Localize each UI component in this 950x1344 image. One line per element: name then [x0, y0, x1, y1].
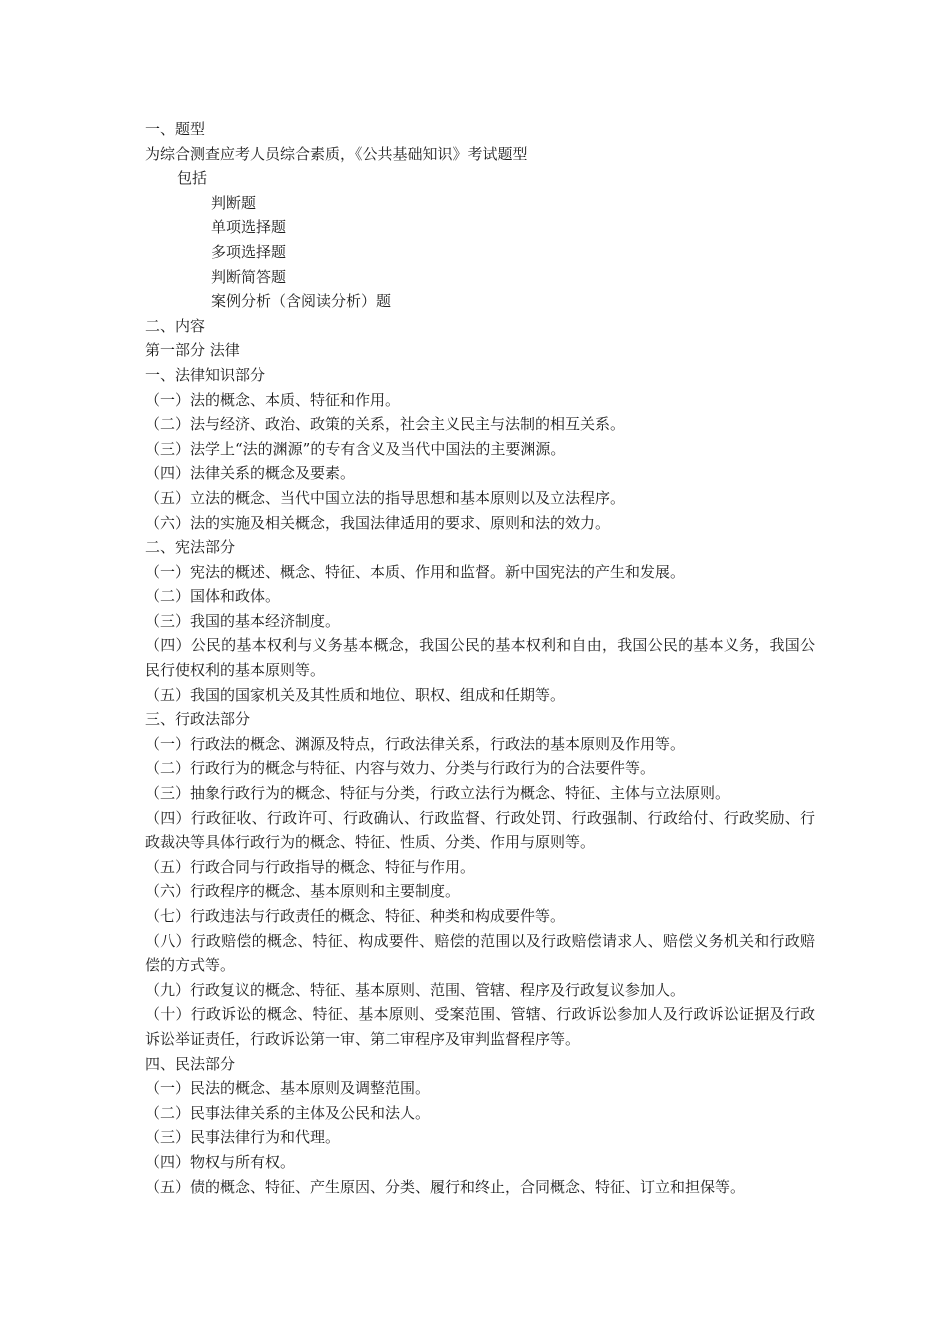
section-item: （二）民事法律关系的主体及公民和法人。	[145, 1103, 431, 1122]
section-item: （一）法的概念、本质、特征和作用。	[145, 390, 401, 409]
section-item: （三）我国的基本经济制度。	[145, 611, 341, 630]
question-type-item: 多项选择题	[211, 242, 287, 261]
section-item: （一）行政法的概念、渊源及特点，行政法律关系，行政法的基本原则及作用等。	[145, 734, 686, 753]
exam-type-includes: 包括	[177, 169, 208, 188]
section-item: （五）我国的国家机关及其性质和地位、职权、组成和任期等。	[145, 685, 566, 704]
section-item: （一）民法的概念、基本原则及调整范围。	[145, 1079, 431, 1098]
section-item: （四）物权与所有权。	[145, 1152, 296, 1171]
section-title: 二、宪法部分	[145, 538, 236, 557]
question-type-item: 判断题	[211, 193, 257, 212]
section-item: （二）国体和政体。	[145, 587, 281, 606]
section-title: 一、法律知识部分	[145, 365, 266, 384]
question-type-list	[145, 191, 815, 314]
question-type-item: 案例分析（含阅读分析）题	[211, 292, 392, 311]
question-type-item: 判断简答题	[211, 267, 287, 286]
section-title: 三、行政法部分	[145, 710, 251, 729]
section-item: （三）民事法律行为和代理。	[145, 1128, 341, 1147]
section-item: （二）行政行为的概念与特征、内容与效力、分类与行政行为的合法要件等。	[145, 759, 656, 778]
section-item: （九）行政复议的概念、特征、基本原则、范围、管辖、程序及行政复议参加人。	[145, 980, 686, 999]
section-item: （五）行政合同与行政指导的概念、特征与作用。	[145, 857, 476, 876]
exam-type-heading: 一、题型	[145, 120, 206, 138]
section-civil-law	[145, 1052, 815, 1200]
section-item: （五）债的概念、特征、产生原因、分类、履行和终止，合同概念、特征、订立和担保等。	[145, 1177, 746, 1196]
section-item: （三）法学上“法的渊源”的专有含义及当代中国法的主要渊源。	[145, 439, 566, 458]
section-item: （五）立法的概念、当代中国立法的指导思想和基本原则以及立法程序。	[145, 488, 626, 507]
document-page	[145, 117, 815, 1199]
content-heading: 二、内容	[145, 316, 206, 335]
part-title: 第一部分 法律	[145, 341, 240, 360]
section-item: （三）抽象行政行为的概念、特征与分类，行政立法行为概念、特征、主体与立法原则。	[145, 784, 731, 803]
section-item: （四）行政征收、行政许可、行政确认、行政监督、行政处罚、行政强制、行政给付、行政奖励、行政裁决等具体行政行为的概念、特征、性质、分类、作用与原则等。	[145, 808, 815, 852]
section-item: （七）行政违法与行政责任的概念、特征、种类和构成要件等。	[145, 907, 566, 925]
question-type-item: 单项选择题	[211, 218, 287, 237]
section-law-knowledge	[145, 363, 815, 535]
section-item: （十）行政诉讼的概念、特征、基本原则、受案范围、管辖、行政诉讼参加人及行政诉讼证据及行政诉讼举证责任，行政诉讼第一审、第二审程序及审判监督程序等。	[145, 1005, 815, 1048]
section-administrative-law	[145, 707, 815, 1051]
section-item: （四）公民的基本权利与义务基本概念，我国公民的基本权利和自由，我国公民的基本义务，我国公民行使权利的基本原则等。	[145, 636, 815, 680]
section-item: （四）法律关系的概念及要素。	[145, 464, 356, 483]
section-item: （六）行政程序的概念、基本原则和主要制度。	[145, 882, 461, 901]
section-item: （六）法的实施及相关概念，我国法律适用的要求、原则和法的效力。	[145, 513, 611, 532]
section-item: （二）法与经济、政治、政策的关系，社会主义民主与法制的相互关系。	[145, 415, 626, 434]
section-title: 四、民法部分	[145, 1054, 236, 1073]
exam-type-description: 为综合测查应考人员综合素质，《公共基础知识》考试题型	[145, 144, 528, 163]
section-constitution	[145, 535, 815, 707]
section-item: （一）宪法的概述、概念、特征、本质、作用和监督。新中国宪法的产生和发展。	[145, 562, 686, 581]
section-item: （八）行政赔偿的概念、特征、构成要件、赔偿的范围以及行政赔偿请求人、赔偿义务机关和行政赔偿的方式等。	[145, 931, 815, 975]
